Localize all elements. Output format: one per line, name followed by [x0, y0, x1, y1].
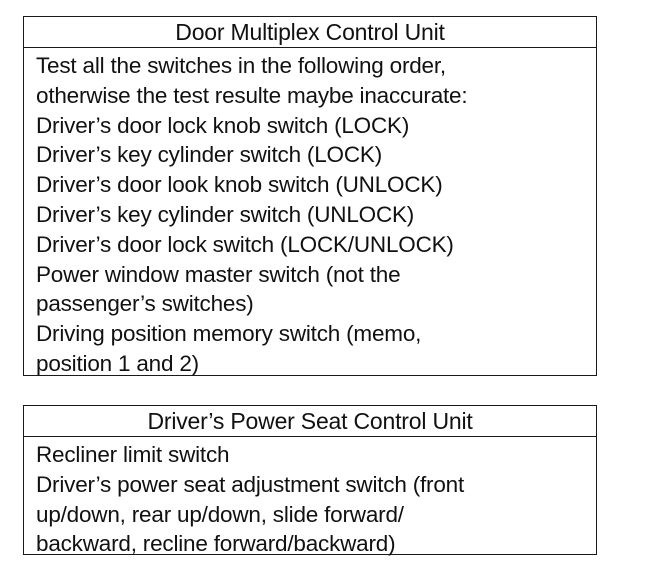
switch-item: Driver’s door lock switch (LOCK/UNLOCK)	[36, 231, 454, 257]
table-title: Door Multiplex Control Unit	[24, 17, 596, 48]
door-multiplex-control-unit-table	[23, 16, 597, 376]
switch-item: Power window master switch (not the	[36, 261, 401, 287]
switch-item-continuation: backward, recline forward/backward)	[36, 531, 396, 557]
table-body	[24, 48, 596, 379]
switch-item: Recliner limit switch	[36, 442, 230, 467]
switch-item: Driver’s door look knob switch (UNLOCK)	[36, 172, 443, 198]
test-instruction-line-2: otherwise the test resulte maybe inaccurate:	[36, 82, 468, 108]
switch-item-continuation: up/down, rear up/down, slide forward/	[36, 501, 404, 527]
switch-item: Driving position memory switch (memo,	[36, 321, 422, 347]
switch-item: Driver’s door lock knob switch (LOCK)	[36, 112, 410, 138]
table-title: Driver’s Power Seat Control Unit	[24, 406, 596, 437]
table-body	[24, 437, 596, 559]
switch-item-continuation: position 1 and 2)	[36, 350, 199, 376]
drivers-power-seat-control-unit-table	[23, 405, 597, 555]
switch-item-continuation: passenger’s switches)	[36, 291, 254, 317]
test-instruction-line-1: Test all the switches in the following order,	[36, 53, 446, 78]
switch-item: Driver’s power seat adjustment switch (front	[36, 471, 465, 497]
switch-item: Driver’s key cylinder switch (UNLOCK)	[36, 201, 415, 227]
switch-item: Driver’s key cylinder switch (LOCK)	[36, 142, 382, 168]
